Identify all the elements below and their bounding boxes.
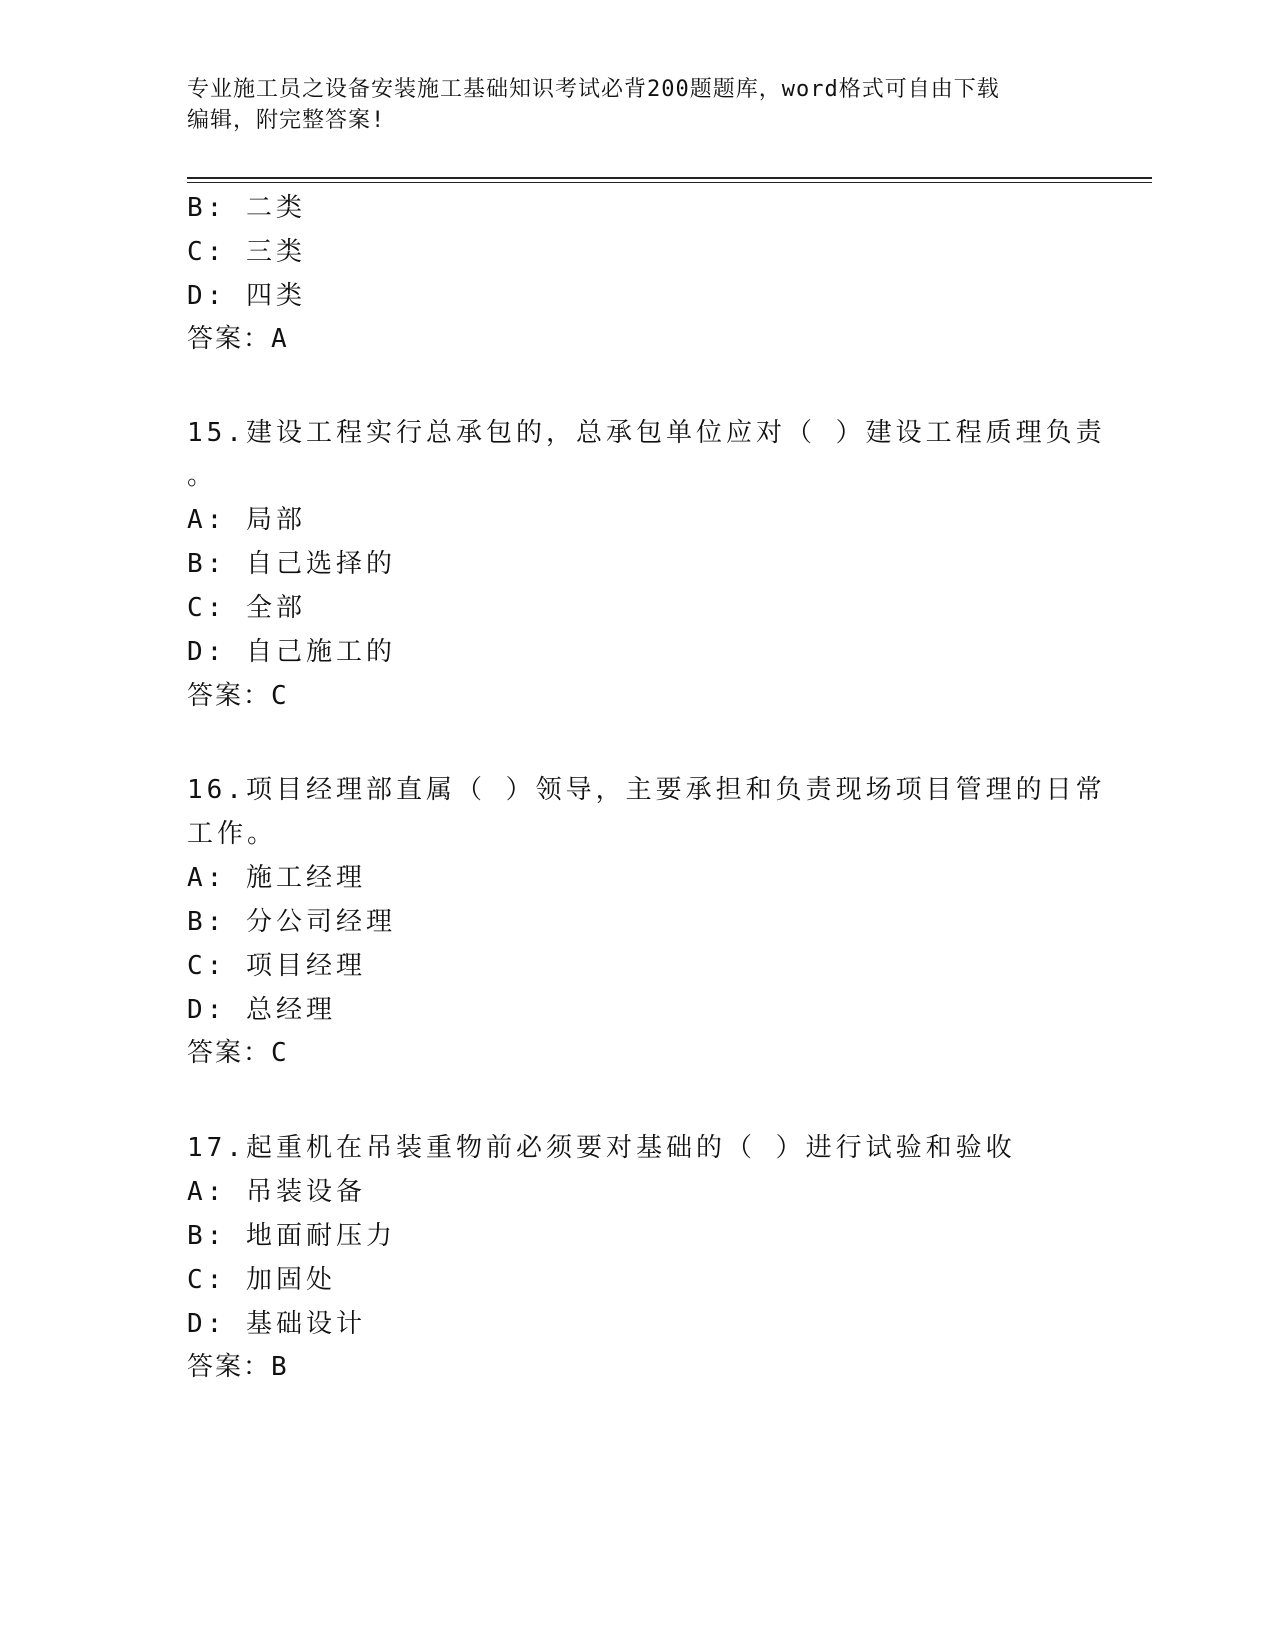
q15-stem-line-2: 。 <box>187 461 218 491</box>
q16-option-b: B: 分公司经理 <box>187 907 396 937</box>
q17-option-c: C: 加固处 <box>187 1265 336 1295</box>
q15-option-b: B: 自己选择的 <box>187 549 396 579</box>
header-line-2: 编辑，附完整答案! <box>187 108 386 133</box>
q16-answer-value: C <box>271 1038 289 1068</box>
q14-option-d: D: 四类 <box>187 281 306 311</box>
q17-answer <box>187 1351 1087 1383</box>
q17-answer-label: 答案： <box>187 1352 272 1382</box>
q16-option-c: C: 项目经理 <box>187 951 366 981</box>
q17-option-d: D: 基础设计 <box>187 1309 366 1339</box>
header-divider-thick <box>187 177 1152 179</box>
q14-answer-value: A <box>271 324 289 354</box>
q15-answer-label: 答案： <box>187 681 272 711</box>
q17-option-a: A: 吊装设备 <box>187 1177 366 1207</box>
q15-option-c: C: 全部 <box>187 593 306 623</box>
q17-stem-line-1: 17.起重机在吊装重物前必须要对基础的（ ）进行试验和验收 <box>187 1133 1016 1163</box>
q15-stem-line-1: 15.建设工程实行总承包的，总承包单位应对（ ）建设工程质理负责 <box>187 418 1106 448</box>
q14-option-c: C: 三类 <box>187 237 306 267</box>
q15-answer <box>187 680 1087 712</box>
q16-option-a: A: 施工经理 <box>187 863 366 893</box>
q15-option-a: A: 局部 <box>187 505 306 535</box>
header-divider-thin <box>187 182 1152 183</box>
q14-answer <box>187 323 1087 355</box>
q16-stem-line-1: 16.项目经理部直属（ ）领导，主要承担和负责现场项目管理的日常 <box>187 775 1106 805</box>
q15-option-d: D: 自己施工的 <box>187 637 396 667</box>
q16-answer-label: 答案： <box>187 1038 272 1068</box>
q16-stem-line-2: 工作。 <box>187 819 278 849</box>
header-line-1: 专业施工员之设备安装施工基础知识考试必背200题题库，word格式可自由下载 <box>187 77 1000 102</box>
q15-answer-value: C <box>271 681 289 711</box>
document-header <box>187 74 1087 136</box>
q14-answer-label: 答案： <box>187 324 272 354</box>
q16-answer <box>187 1037 1087 1069</box>
q16-option-d: D: 总经理 <box>187 995 336 1025</box>
q17-answer-value: B <box>271 1352 289 1382</box>
q17-option-b: B: 地面耐压力 <box>187 1221 396 1251</box>
q14-option-b: B: 二类 <box>187 193 306 223</box>
